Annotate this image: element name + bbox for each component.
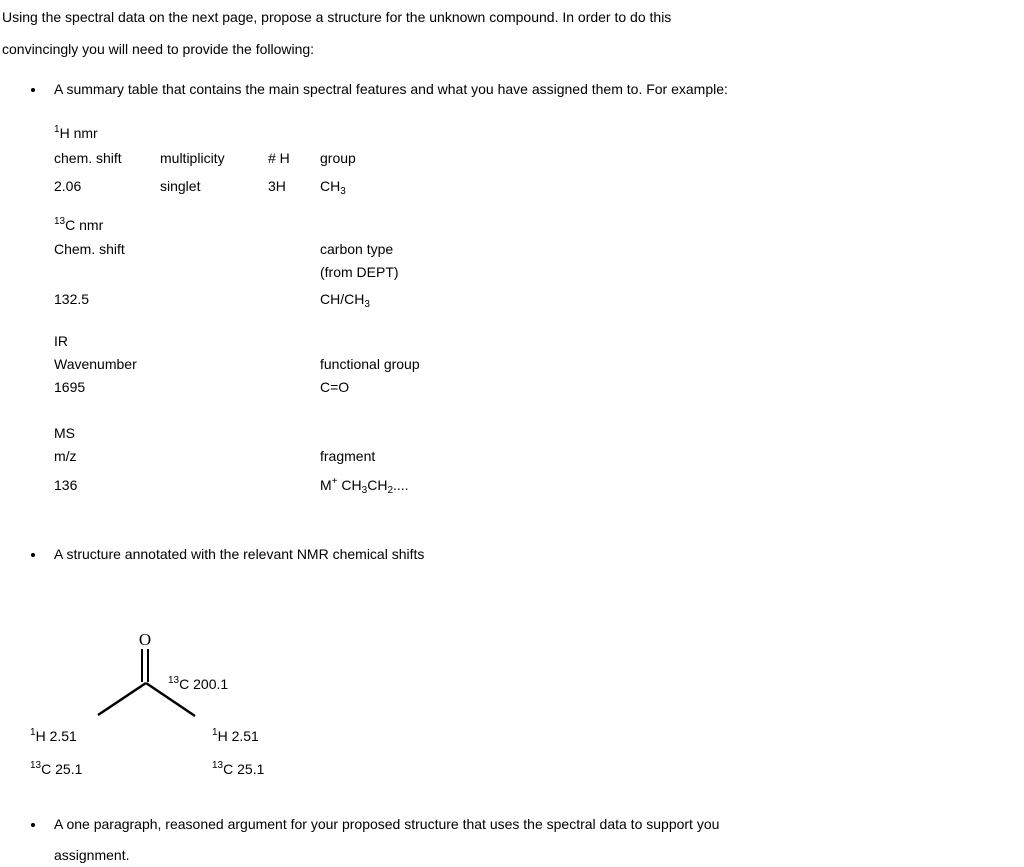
h-nmr-header-multiplicity: multiplicity	[160, 150, 225, 166]
intro-line-2: convincingly you will need to provide the following:	[2, 41, 315, 57]
ir-row-wavenumber: 1695	[54, 379, 86, 395]
h-nmr-row-count: 3H	[268, 178, 286, 194]
ms-row-fragment: M+ $CH_3CH_2$....	[320, 476, 409, 496]
c-nmr-row-type: $CH/CH_3$	[320, 291, 370, 310]
bullet-text-1: A summary table that contains the main spectral features and what you have assigned them to. For example:	[54, 81, 728, 97]
c-nmr-row-shift: 132.5	[54, 291, 90, 307]
h-nmr-row-multiplicity: singlet	[160, 178, 201, 194]
h-nmr-header-shift: chem. shift	[54, 150, 122, 166]
right-methyl-h-label: $^1$H 2.51	[212, 727, 259, 744]
ms-row-mz: 136	[54, 477, 78, 493]
right-methyl-c-label: $^{13}$C 25.1	[212, 760, 265, 777]
bullet-dot-3	[31, 823, 35, 827]
oxygen-atom: O	[138, 630, 152, 649]
h-nmr-row-shift: 2.06	[54, 178, 82, 194]
bullet-text-2: A structure annotated with the relevant NMR chemical shifts	[54, 546, 425, 562]
left-bond	[98, 683, 146, 715]
ir-row-group: C=O	[320, 379, 350, 395]
c-nmr-header-type-2: (from DEPT)	[320, 264, 399, 280]
ms-header-fragment: fragment	[320, 448, 376, 464]
ms-title: MS	[54, 425, 75, 441]
intro-line-1: Using the spectral data on the next page, propose a structure for the unknown compound. In order to do this	[2, 9, 672, 25]
ir-header-group: functional group	[320, 356, 420, 372]
h-nmr-header-group: group	[320, 150, 356, 166]
ir-header-wavenumber: Wavenumber	[54, 356, 137, 372]
ms-header-mz: m/z	[54, 448, 77, 464]
ir-title: IR	[54, 333, 68, 349]
bullet-text-3: A one paragraph, reasoned argument for your proposed structure that uses the spectral data to support you	[54, 816, 720, 832]
left-methyl-h-label: $^1$H 2.51	[30, 727, 77, 744]
h-nmr-title: $^1$H nmr	[54, 124, 98, 141]
left-methyl-c-label: $^{13}$C 25.1	[30, 760, 83, 777]
c-nmr-header-shift: Chem. shift	[54, 241, 125, 257]
bullet-text-3-line-2: assignment.	[54, 847, 130, 863]
carbonyl-shift-label: $^{13}$C 200.1	[168, 675, 229, 692]
c-nmr-title: $^{13}$C nmr	[54, 216, 104, 233]
c-nmr-header-type-1: carbon type	[320, 241, 394, 257]
h-nmr-row-group: $CH_3$	[320, 178, 346, 197]
h-nmr-header-count: # H	[268, 150, 290, 166]
